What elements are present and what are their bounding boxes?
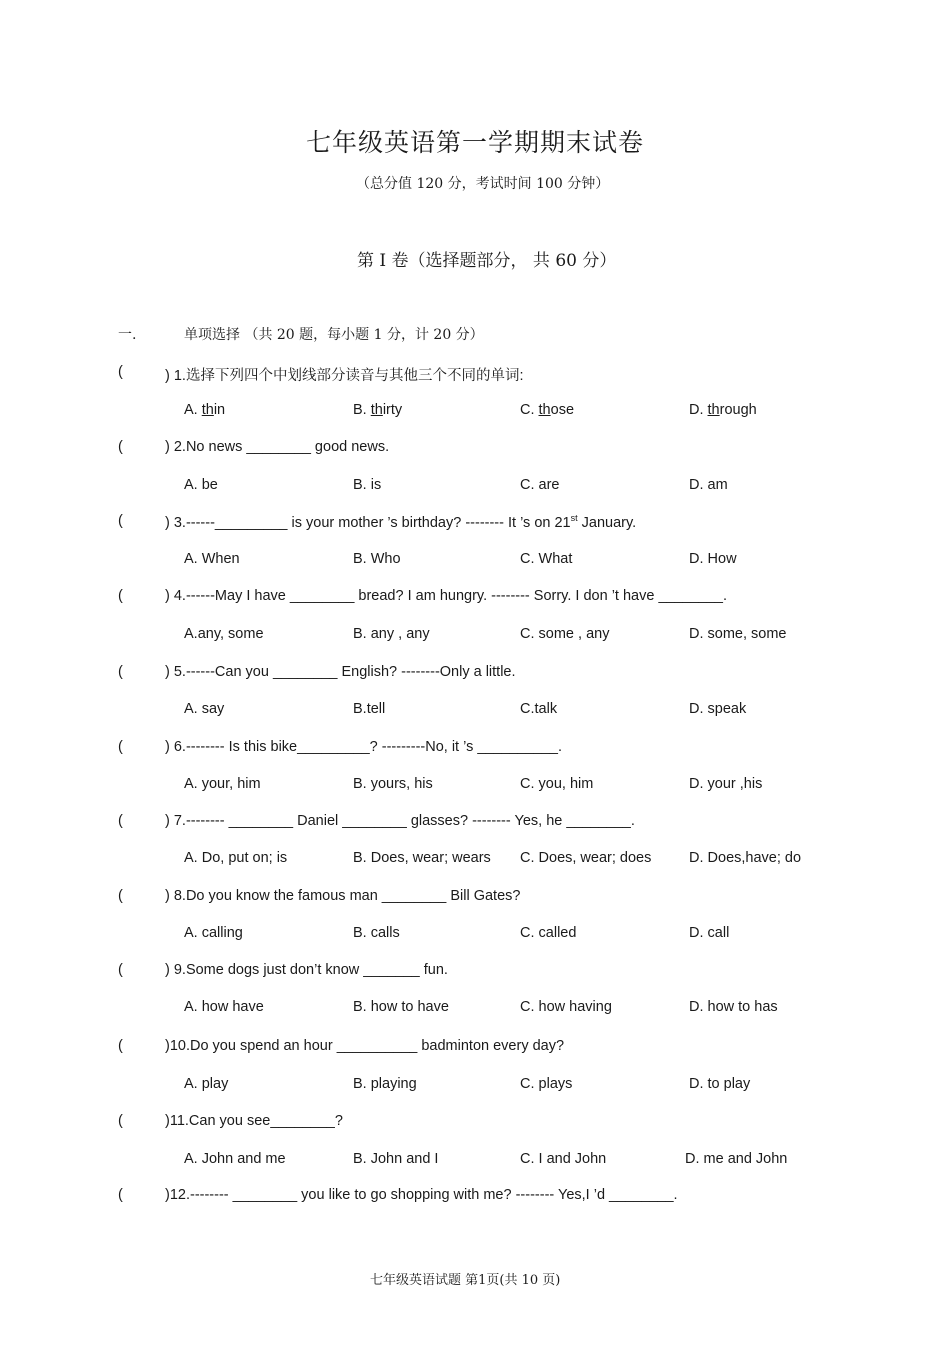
option-d: D. how to has — [689, 999, 778, 1015]
option-a: A. be — [184, 477, 218, 493]
option-d: D. Does,have; do — [689, 850, 802, 866]
option-b: B. how to have — [353, 999, 449, 1015]
option-b: B.tell — [353, 701, 386, 717]
option-b: B. any , any — [353, 626, 430, 642]
option-c: C. you, him — [520, 776, 594, 792]
option-d: D. me and John — [685, 1151, 788, 1167]
exam-title: 七年级英语第一学期期末试卷 — [305, 128, 644, 157]
option-b: B. John and I — [353, 1151, 439, 1167]
option-d: D. to play — [689, 1076, 751, 1092]
option-c: C.talk — [520, 701, 558, 717]
option-a: A. say — [184, 701, 225, 717]
answer-paren: ( — [118, 588, 123, 604]
option-b: B. Who — [353, 551, 401, 567]
option-c: C. I and John — [520, 1151, 607, 1167]
option-a: A. play — [184, 1076, 229, 1092]
question-stem: ) 5.------Can you ________ English? --------Only a little. — [165, 664, 516, 680]
option-b: B. thirty — [353, 402, 403, 418]
question-stem: ) 6.-------- Is this bike_________? ---------No, it ’s __________. — [165, 739, 563, 755]
option-d: D. some, some — [689, 626, 787, 642]
option-c: C. are — [520, 477, 560, 493]
answer-paren: ( — [118, 1038, 123, 1054]
option-c: C. called — [520, 925, 577, 941]
answer-paren: ( — [118, 813, 123, 829]
option-b: B. calls — [353, 925, 400, 941]
option-b: B. is — [353, 477, 382, 493]
option-b: B. yours, his — [353, 776, 433, 792]
question-stem: ) 3.------_________ is your mother ’s birthday? -------- It ’s on 21st January. — [165, 513, 637, 531]
answer-paren: ( — [118, 739, 123, 755]
option-c: C. Does, wear; does — [520, 850, 652, 866]
page-footer: 七年级英语试题 第1页(共 10 页) — [370, 1273, 561, 1288]
section-label: 单项选择 （共 20 题，每小题 1 分，计 20 分） — [184, 327, 484, 343]
option-a: A. your, him — [184, 776, 261, 792]
question-stem: ) 4.------May I have ________ bread? I am hungry. -------- Sorry. I don ’t have ________. — [165, 588, 727, 604]
question-stem: )11.Can you see________? — [165, 1113, 343, 1129]
option-a: A. calling — [184, 925, 243, 941]
answer-paren: ( — [118, 962, 123, 978]
question-stem: ) 2.No news ________ good news. — [165, 439, 390, 455]
part-heading: 第 I 卷（选择题部分， 共 60 分） — [357, 251, 617, 271]
question-stem: )12.-------- ________ you like to go shopping with me? -------- Yes,I ’d ________. — [165, 1187, 678, 1203]
option-d: D. How — [689, 551, 737, 567]
question-stem: ) 9.Some dogs just don’t know _______ fun. — [165, 962, 448, 978]
answer-paren: ( — [118, 513, 123, 529]
answer-paren: ( — [118, 664, 123, 680]
question-stem: ) 1.选择下列四个中划线部分读音与其他三个不同的单词: — [165, 368, 524, 384]
option-d: D. through — [689, 402, 757, 418]
option-b: B. Does, wear; wears — [353, 850, 491, 866]
option-c: C. how having — [520, 999, 612, 1015]
exam-subtitle: （总分值 120 分，考试时间 100 分钟） — [356, 176, 610, 192]
option-b: B. playing — [353, 1076, 417, 1092]
option-d: D. call — [689, 925, 730, 941]
option-c: C. those — [520, 402, 575, 418]
option-a: A.any, some — [184, 626, 264, 642]
answer-paren: ( — [118, 888, 123, 904]
question-stem: ) 8.Do you know the famous man ________ Bill Gates? — [165, 888, 521, 904]
option-c: C. plays — [520, 1076, 573, 1092]
section-number: 一. — [118, 327, 137, 343]
answer-paren: ( — [118, 1187, 123, 1203]
option-c: C. some , any — [520, 626, 610, 642]
answer-paren: ( — [118, 439, 123, 455]
option-d: D. speak — [689, 701, 747, 717]
question-stem: )10.Do you spend an hour __________ badminton every day? — [165, 1038, 565, 1054]
option-a: A. John and me — [184, 1151, 286, 1167]
option-d: D. your ,his — [689, 776, 763, 792]
answer-paren: ( — [118, 1113, 123, 1129]
option-a: A. how have — [184, 999, 264, 1015]
option-a: A. thin — [184, 402, 226, 418]
option-a: A. When — [184, 551, 240, 567]
option-c: C. What — [520, 551, 573, 567]
option-d: D. am — [689, 477, 728, 493]
answer-paren: ( — [118, 364, 123, 380]
question-stem: ) 7.-------- ________ Daniel ________ glasses? -------- Yes, he ________. — [165, 813, 635, 829]
option-a: A. Do, put on; is — [184, 850, 288, 866]
superscript: st — [570, 513, 578, 523]
